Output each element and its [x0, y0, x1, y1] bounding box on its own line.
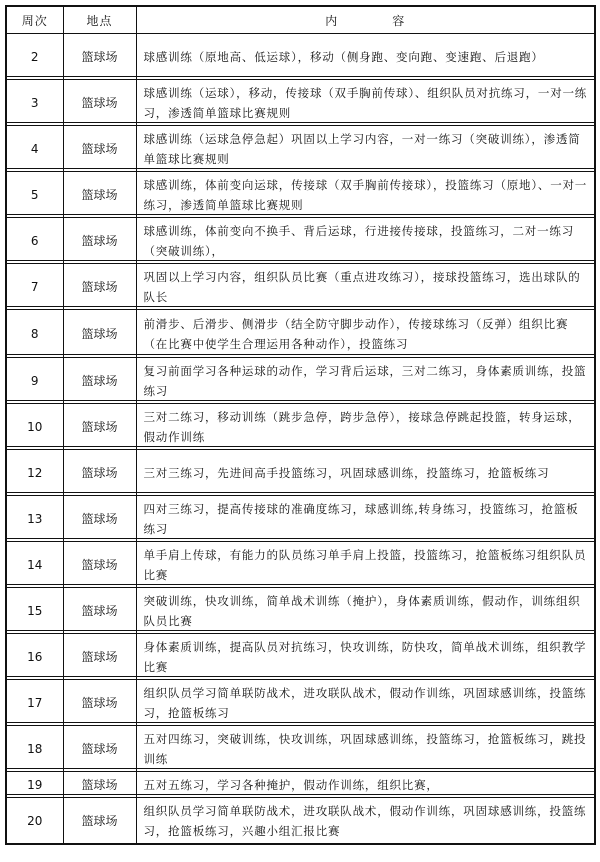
header-week: 周次	[6, 6, 63, 34]
week-cell: 3	[6, 80, 63, 126]
week-cell: 14	[6, 542, 63, 588]
content-cell: 球感训练，体前变向不换手、背后运球，行进接传接球，投篮练习，二对一练习（突破训练），	[136, 218, 595, 264]
content-cell: 身体素质训练，提高队员对抗练习，快攻训练，防快攻，简单战术训练，组织教学比赛	[136, 634, 595, 680]
content-cell: 五对四练习，突破训练，快攻训练，巩固球感训练，投篮练习，抢篮板练习，跳投训练	[136, 726, 595, 772]
content-cell: 球感训练，体前变向运球，传接球（双手胸前传接球），投篮练习（原地）、一对一练习，渗透简单篮球比赛规则	[136, 172, 595, 218]
table-header	[6, 6, 595, 34]
week-cell: 13	[6, 496, 63, 542]
table-row	[6, 404, 595, 450]
place-cell: 篮球场	[63, 588, 136, 634]
table-row	[6, 358, 595, 404]
place-cell: 篮球场	[63, 172, 136, 218]
week-cell: 16	[6, 634, 63, 680]
place-cell: 篮球场	[63, 264, 136, 310]
table-row	[6, 172, 595, 218]
place-cell: 篮球场	[63, 404, 136, 450]
place-cell: 篮球场	[63, 218, 136, 264]
place-cell: 篮球场	[63, 80, 136, 126]
week-cell: 6	[6, 218, 63, 264]
table-row	[6, 310, 595, 358]
place-cell: 篮球场	[63, 726, 136, 772]
place-cell: 篮球场	[63, 34, 136, 80]
table-row	[6, 680, 595, 726]
content-cell: 球感训练（原地高、低运球），移动（侧身跑、变向跑、变速跑、后退跑）	[136, 34, 595, 80]
week-cell: 15	[6, 588, 63, 634]
training-schedule-table	[5, 5, 596, 845]
place-cell: 篮球场	[63, 634, 136, 680]
content-cell: 球感训练（运球急停急起）巩固以上学习内容，一对一练习（突破训练），渗透简单篮球比赛规则	[136, 126, 595, 172]
content-cell: 前滑步、后滑步、侧滑步（结全防守脚步动作），传接球练习（反弹）组织比赛（在比赛中使学生合理运用各种动作），投篮练习	[136, 310, 595, 358]
week-cell: 4	[6, 126, 63, 172]
table-row	[6, 264, 595, 310]
week-cell: 18	[6, 726, 63, 772]
header-row	[6, 6, 595, 34]
table-row	[6, 34, 595, 80]
header-content	[136, 6, 595, 34]
content-cell: 巩固以上学习内容，组织队员比赛（重点进攻练习），接球投篮练习，选出球队的队长	[136, 264, 595, 310]
header-content-char-2: 容	[392, 13, 406, 28]
table-row	[6, 496, 595, 542]
place-cell: 篮球场	[63, 496, 136, 542]
content-cell: 突破训练，快攻训练，简单战术训练（掩护），身体素质训练，假动作，训练组织队员比赛	[136, 588, 595, 634]
table-row	[6, 80, 595, 126]
content-cell: 复习前面学习各种运球的动作，学习背后运球，三对二练习，身体素质训练，投篮练习	[136, 358, 595, 404]
table-row	[6, 126, 595, 172]
week-cell: 9	[6, 358, 63, 404]
week-cell: 8	[6, 310, 63, 358]
content-cell: 三对二练习，移动训练（跳步急停，跨步急停），接球急停跳起投篮，转身运球，假动作训练	[136, 404, 595, 450]
table-row	[6, 218, 595, 264]
week-cell: 20	[6, 798, 63, 845]
table-row	[6, 588, 595, 634]
week-cell: 19	[6, 772, 63, 798]
week-cell: 10	[6, 404, 63, 450]
table-row	[6, 542, 595, 588]
content-cell: 组织队员学习简单联防战术，进攻联队战术，假动作训练，巩固球感训练，投篮练习，抢篮板练习	[136, 680, 595, 726]
place-cell: 篮球场	[63, 310, 136, 358]
schedule-table-wrapper	[5, 5, 594, 845]
place-cell: 篮球场	[63, 126, 136, 172]
content-cell: 组织队员学习简单联防战术，进攻联队战术，假动作训练，巩固球感训练，投篮练习，抢篮板练习，兴趣小组汇报比赛	[136, 798, 595, 845]
table-row	[6, 450, 595, 496]
header-content-char-1: 内	[325, 13, 339, 28]
content-cell: 四对三练习，提高传接球的准确度练习，球感训练,转身练习，投篮练习，抢篮板练习	[136, 496, 595, 542]
table-row	[6, 634, 595, 680]
table-row	[6, 726, 595, 772]
week-cell: 17	[6, 680, 63, 726]
week-cell: 5	[6, 172, 63, 218]
content-cell: 三对三练习，先进间高手投篮练习，巩固球感训练，投篮练习，抢篮板练习	[136, 450, 595, 496]
content-cell: 单手肩上传球，有能力的队员练习单手肩上投篮，投篮练习，抢篮板练习组织队员比赛	[136, 542, 595, 588]
header-place: 地点	[63, 6, 136, 34]
place-cell: 篮球场	[63, 450, 136, 496]
place-cell: 篮球场	[63, 542, 136, 588]
content-cell: 球感训练（运球），移动，传接球（双手胸前传球）、组织队员对抗练习，一对一练习，渗透简单篮球比赛规则	[136, 80, 595, 126]
week-cell: 2	[6, 34, 63, 80]
place-cell: 篮球场	[63, 772, 136, 798]
week-cell: 7	[6, 264, 63, 310]
table-row	[6, 772, 595, 798]
content-cell: 五对五练习，学习各种掩护，假动作训练，组织比赛，	[136, 772, 595, 798]
place-cell: 篮球场	[63, 680, 136, 726]
table-row	[6, 798, 595, 845]
week-cell: 12	[6, 450, 63, 496]
place-cell: 篮球场	[63, 358, 136, 404]
place-cell: 篮球场	[63, 798, 136, 845]
table-body	[6, 34, 595, 845]
